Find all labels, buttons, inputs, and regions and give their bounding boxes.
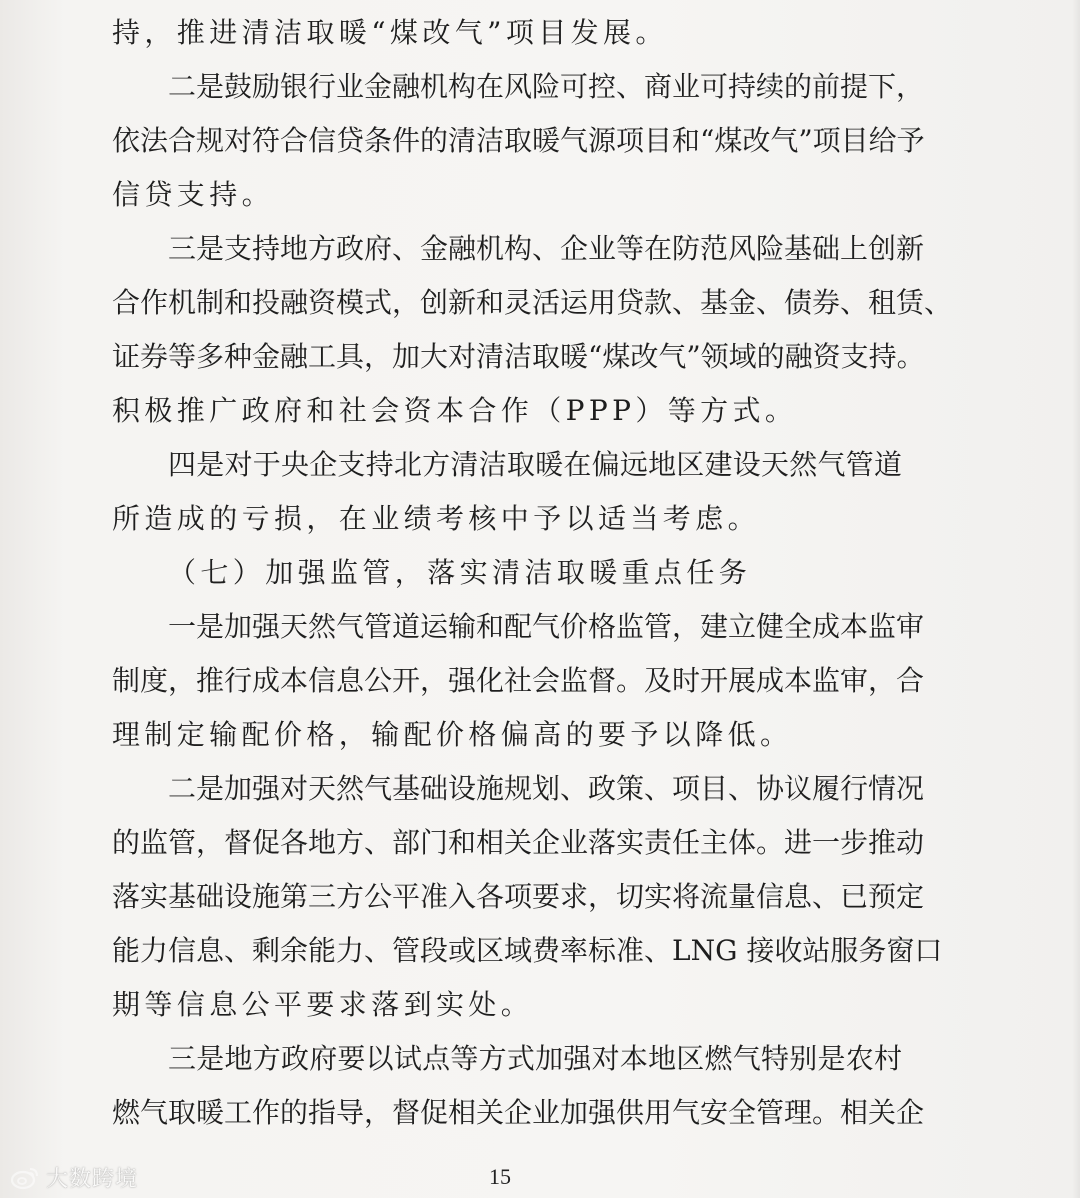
- document-body: [112, 6, 953, 1140]
- text-line: 燃气取暖工作的指导，督促相关企业加强供用气安全管理。相关企: [112, 1096, 925, 1129]
- text-line: 二是加强对天然气基础设施规划、政策、项目、协议履行情况: [168, 772, 925, 805]
- section-heading: （七）加强监管，落实清洁取暖重点任务: [168, 556, 752, 589]
- text-line: 依法合规对符合信贷条件的清洁取暖气源项目和“煤改气”项目给予: [112, 124, 925, 157]
- weibo-logo-icon: [10, 1165, 40, 1191]
- watermark-text: 大数跨境: [46, 1167, 139, 1192]
- text-line: 的监管，督促各地方、部门和相关企业落实责任主体。进一步推动: [112, 826, 925, 859]
- text-line: 持，推进清洁取暖“煤改气”项目发展。: [112, 16, 668, 49]
- text-line: 能力信息、剩余能力、管段或区域费率标准、LNG 接收站服务窗口: [112, 934, 943, 967]
- page-number: 15: [489, 1164, 511, 1189]
- text-line: 四是对于央企支持北方清洁取暖在偏远地区建设天然气管道: [168, 448, 902, 481]
- text-line: 落实基础设施第三方公平准入各项要求，切实将流量信息、已预定: [112, 880, 925, 913]
- text-line: 合作机制和投融资模式，创新和灵活运用贷款、基金、债券、租赁、: [112, 286, 953, 319]
- text-line: 制度，推行成本信息公开，强化社会监督。及时开展成本监审，合: [112, 664, 925, 697]
- text-line: 一是加强天然气管道运输和配气价格监管，建立健全成本监审: [168, 610, 925, 643]
- text-line: 理制定输配价格，输配价格偏高的要予以降低。: [112, 718, 793, 751]
- text-line: 所造成的亏损，在业绩考核中予以适当考虑。: [112, 502, 761, 535]
- watermark: [10, 1162, 138, 1193]
- text-line: 二是鼓励银行业金融机构在风险可控、商业可持续的前提下，: [168, 70, 925, 103]
- text-line: 信贷支持。: [112, 178, 275, 211]
- text-line: 证券等多种金融工具，加大对清洁取暖“煤改气”领域的融资支持。: [112, 340, 925, 373]
- page-edge-shadow: [1072, 0, 1080, 1198]
- text-line: 三是地方政府要以试点等方式加强对本地区燃气特别是农村: [168, 1042, 902, 1075]
- text-line: 期等信息公平要求落到实处。: [112, 988, 534, 1021]
- text-line: 积极推广政府和社会资本合作（PPP）等方式。: [112, 394, 798, 427]
- text-line: 三是支持地方政府、金融机构、企业等在防范风险基础上创新: [168, 232, 925, 265]
